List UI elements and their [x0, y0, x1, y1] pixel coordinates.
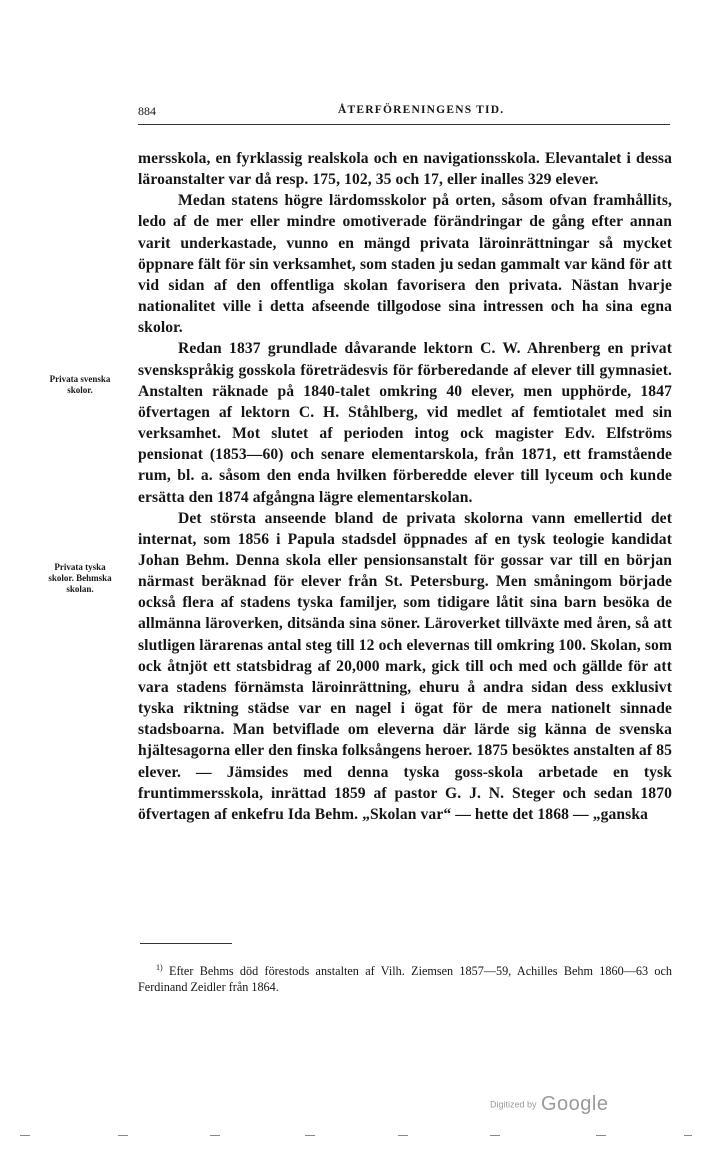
paragraph-3: Redan 1837 grundlade dåvarande lektorn C. W. Ahrenberg en privat svenskspråkig gosskola företrädesvis för förberedande af elever till gymnasiet. Anstalten räknade på 1840-talet omkring 40 elever, men upphörde, 1847 öfvertagen af lektorn C. H. Ståhlberg, vid medlet af femtiotalet med sin verksamhet. Mot slutet af perioden intog ock magister Edv. Elfströms pensionat (1853—60) och senare elementarskola, från 1871, ett framstående rum, bl. a. såsom den enda hvilken förberedde elever till lyceum och kunde ersätta den 1874 afgångna lägre elementarskolan. [138, 340, 672, 506]
scan-artifact [398, 1135, 408, 1136]
scan-artifact [20, 1135, 30, 1136]
watermark-prefix: Digitized by [490, 1099, 537, 1110]
margin-note-privata-svenska: Privata svenska skolor. [49, 374, 111, 395]
scan-artifact [490, 1135, 500, 1136]
paragraph-1: mersskola, en fyrklassig realskola och en navigationsskola. Elevantalet i dessa läroanstalter var då resp. 175, 102, 35 och 17, eller inalles 329 elever. [138, 150, 672, 189]
main-text [138, 148, 672, 825]
paragraph-4: Det största anseende bland de privata skolorna vann emellertid det internat, som 1856 i Papula stadsdel öppnades af en tysk teologie kandidat Johan Behm. Denna skola eller pensionsanstalt för gossar var till en början närmast beräknad för elever från St. Petersburg. Men småningom började också flera af stadens tyska familjer, som tidigare låtit sina barn besöka de allmänna läroverken, ditsända sina söner. Läroverket tillväxte med åren, så att slutligen lärarenas antal steg till 12 och elevernas till omkring 100. Skolan, som ock åtnjöt ett statsbidrag af 20,000 mark, gick till och med och gällde för att vara stadens förnämsta läroinrättning, ehuru å andra sidan dess exklusivt tyska riktning städse var en nagel i ögat för de mera nationelt sinnade stadsboarna. Man betviflade om eleverna där lärde sig känna de svenska hjältesagorna eller den finska folksångens heroer. 1875 besöktes anstalten af 85 elever. — Jämsides med denna tyska goss-skola arbetade en tysk fruntimmersskola, inrättad 1859 af pastor G. J. N. Steger och sedan 1870 öfvertagen af enkefru Ida Behm. „Skolan var“ — hette det 1868 — „ganska [138, 509, 672, 823]
running-title: ÅTERFÖRENINGENS TID. [338, 104, 505, 116]
digitized-by-google-watermark [490, 1093, 608, 1116]
footnote [138, 960, 672, 995]
page-number: 884 [138, 104, 156, 118]
running-header [138, 103, 670, 121]
header-rule [138, 124, 670, 125]
scan-artifact [118, 1135, 128, 1136]
margin-note-privata-tyska: Privata tyska skolor. Behmska skolan. [48, 562, 112, 594]
scan-artifact [305, 1135, 315, 1136]
scan-artifact [596, 1135, 606, 1136]
footnote-text: Efter Behms död förestods anstalten af Vilh. Ziemsen 1857—59, Achilles Behm 1860—63 och Ferdinand Zeidler från 1864. [138, 964, 672, 995]
paragraph-2: Medan statens högre lärdomsskolor på orten, såsom ofvan framhållits, ledo af de mer eller mindre omotiverade förändringar de gång efter annan varit underkastade, vunno en mängd privata läroinrättningar så mycket öppnare fält för sin verksamhet, som staden ju sedan gammalt var känd för att vid sidan af den offentliga skolan favorisera den privata. Nästan hvarje nationalitet ville i detta afseende tillgodose sina intressen och ha sina egna skolor. [138, 192, 672, 337]
google-logo: Google [540, 1093, 609, 1115]
scan-artifact [210, 1135, 220, 1136]
footnote-marker: 1) [156, 963, 163, 972]
footnote-rule [140, 943, 232, 944]
scan-artifact [684, 1135, 692, 1136]
